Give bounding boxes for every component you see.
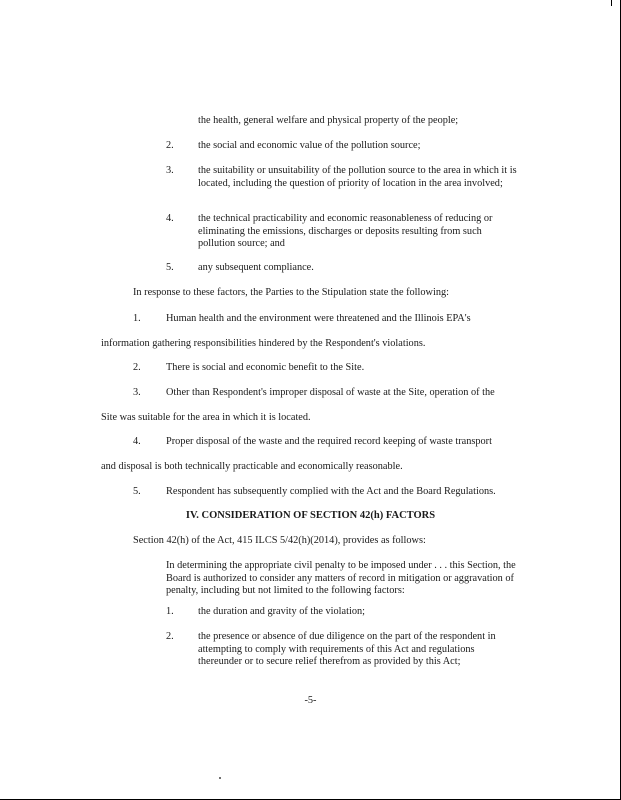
response-2-number: 2. [133,362,141,373]
page-corner-mark [611,0,612,6]
response-3-line1: Other than Respondent's improper disposal of waste at the Site, operation of the [166,387,495,398]
response-5-text: Respondent has subsequently complied with the Act and the Board Regulations. [166,486,496,497]
factor-b-1-number: 1. [166,606,174,617]
response-1-line2: information gathering responsibilities hindered by the Respondent's violations. [101,338,426,349]
section-intro: Section 42(h) of the Act, 415 ILCS 5/42(h)(2014), provides as follows: [133,535,426,546]
response-1-number: 1. [133,313,141,324]
factor-3-number: 3. [166,165,174,176]
response-4-line1: Proper disposal of the waste and the required record keeping of waste transport [166,436,492,447]
factor-1-continuation: the health, general welfare and physical property of the people; [198,115,459,126]
factor-4-number: 4. [166,213,174,224]
response-4-number: 4. [133,436,141,447]
page-number: -5- [304,695,317,706]
factor-2-number: 2. [166,140,174,151]
factor-b-1-text: the duration and gravity of the violation; [198,606,365,617]
response-4-line2: and disposal is both technically practicable and economically reasonable. [101,461,403,472]
scan-speck [219,777,221,779]
response-5-number: 5. [133,486,141,497]
factor-5-text: any subsequent compliance. [198,262,314,273]
factor-3-text: the suitability or unsuitability of the pollution source to the area in which it is located, including the question of priority of location in the area involved; [198,165,517,189]
response-3-line2: Site was suitable for the area in which it is located. [101,412,311,423]
response-1-line1: Human health and the environment were threatened and the Illinois EPA's [166,313,471,324]
factor-5-number: 5. [166,262,174,273]
factor-2-text: the social and economic value of the pollution source; [198,140,421,151]
section-heading: IV. CONSIDERATION OF SECTION 42(h) FACTORS [185,510,436,521]
response-3-number: 3. [133,387,141,398]
statute-quote: In determining the appropriate civil penalty to be imposed under . . . this Section, the Board is authorized to consider any matters of record in mitigation or aggravation of penalty, including but not limited to the following factors: [166,560,516,597]
response-intro: In response to these factors, the Parties to the Stipulation state the following: [133,287,449,298]
factor-b-2-text: the presence or absence of due diligence on the part of the respondent in attempting to comply with requirements of this Act and regulations thereunder or to secure relief therefrom as provided by this Act; [198,631,496,668]
factor-4-text: the technical practicability and economic reasonableness of reducing or eliminating the emissions, discharges or deposits resulting from such pollution source; and [198,213,493,250]
response-2-text: There is social and economic benefit to the Site. [166,362,365,373]
factor-b-2-number: 2. [166,631,174,642]
